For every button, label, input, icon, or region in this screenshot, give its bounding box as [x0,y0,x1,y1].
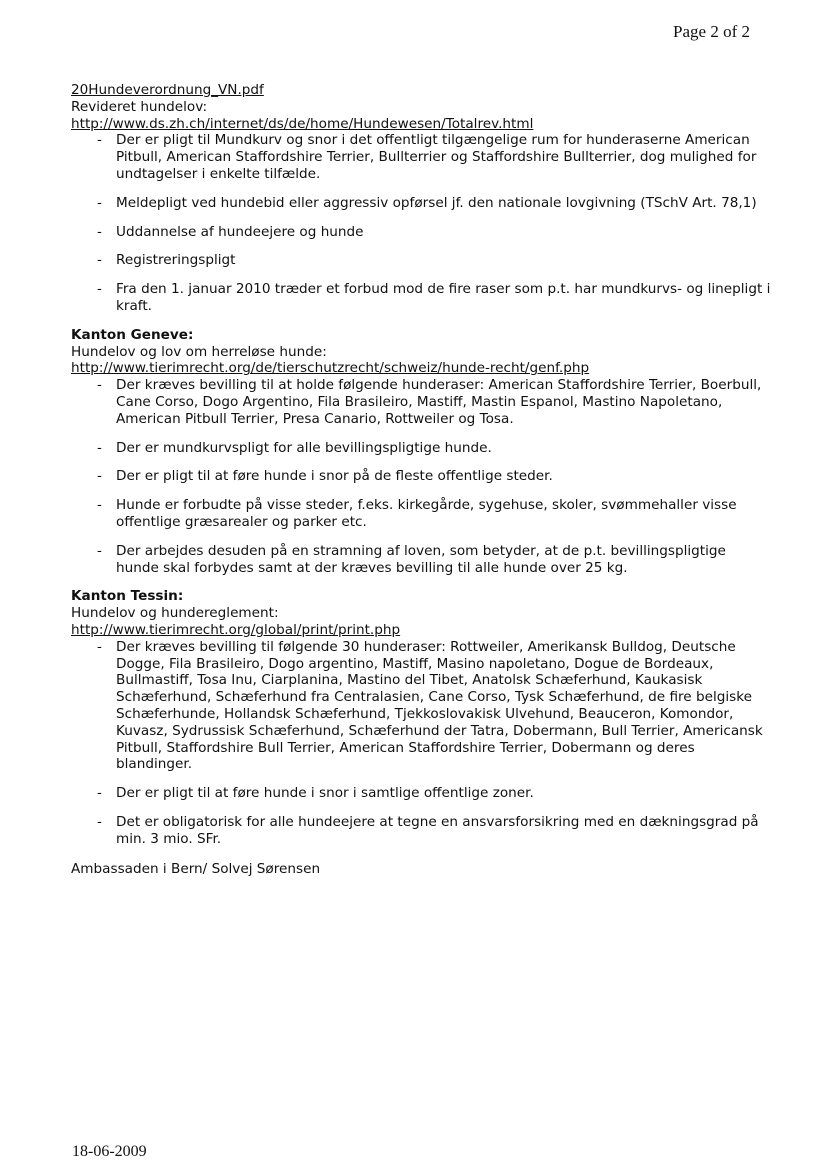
tessin-law-link[interactable]: http://www.tierimrecht.org/global/print/print.php [71,621,401,638]
tessin-rules-list [71,639,771,848]
list-item: - Der kræves bevilling til at holde følgende hunderaser: American Staffordshire Terrier, Boerbull, Cane Corso, Dogo Argentino, Fila Brasileiro, Mastiff, Mastin Espanol, Mastino Napoletano, American Pitbull Terrier, Presa Canario, Rottweiler og Tosa. [71,377,771,427]
list-item: - Fra den 1. januar 2010 træder et forbud mod de fire raser som p.t. har mundkurvs- og linepligt i kraft. [71,281,771,315]
geneve-law-link[interactable]: http://www.tierimrecht.org/de/tierschutzrecht/schweiz/hunde-recht/genf.php [71,360,590,377]
geneve-rules-list [71,377,771,576]
tessin-subtitle: Hundelov og hundereglement: [71,605,279,622]
list-item: - Registreringspligt [71,252,771,269]
signature: Ambassaden i Bern/ Solvej Sørensen [71,861,321,878]
document-date: 18-06-2009 [72,1143,147,1160]
list-item: - Der kræves bevilling til følgende 30 hunderaser: Rottweiler, Amerikansk Bulldog, Deutsche Dogge, Fila Brasileiro, Dogo argentino, Mastiff, Masino napoletano, Dogue de Bordeaux, Bullmastiff, Tosa Inu, Ciarplanina, Mastino del Tibet, Anatolsk Schæferhund, Kaukasisk Schæferhund, Schæferhund fra Centralasien, Cane Corso, Tysk Schæferhund, de fire belgiske Schæferhunde, Hollandsk Schæferhund, Tjekkoslovakisk Ulvehund, Beauceron, Komondor, Kuvasz, Sydrussisk Schæferhund, Schæferhund der Tatra, Dobermann, Bull Terrier, Americansk Pitbull, Staffordshire Bull Terrier, American Staffordshire Terrier, Dobermann og deres blandinger. [71,639,771,773]
list-item: - Der er pligt til at føre hunde i snor på de fleste offentlige steder. [71,468,771,485]
list-item: - Der er pligt til at føre hunde i snor i samtlige offentlige zoner. [71,785,771,802]
page-indicator: Page 2 of 2 [673,22,750,41]
geneve-subtitle: Hundelov og lov om herreløse hunde: [71,343,327,360]
revised-law-label: Revideret hundelov: [71,98,208,115]
list-item: - Meldepligt ved hundebid eller aggressiv opførsel jf. den nationale lovgivning (TSchV Art. 78,1) [71,195,771,212]
zurich-law-link[interactable]: http://www.ds.zh.ch/internet/ds/de/home/Hundewesen/Totalrev.html [71,115,534,132]
pdf-file-link[interactable]: 20Hundeverordnung_VN.pdf [71,82,264,98]
document-body [71,82,771,878]
list-item: - Hunde er forbudte på visse steder, f.eks. kirkegårde, sygehuse, skoler, svømmehaller visse offentlige græsarealer og parker etc. [71,497,771,531]
zurich-rules-list [71,132,771,314]
list-item: - Der er pligt til Mundkurv og snor i det offentligt tilgængelige rum for hunderaserne American Pitbull, American Staffordshire Terrier, Bullterrier og Staffordshire Bullterrier, dog mulighed for undtagelser i enkelte tilfælde. [71,132,771,182]
list-item: - Der er mundkurvspligt for alle bevillingspligtige hunde. [71,440,771,457]
geneve-heading: Kanton Geneve: [71,326,194,343]
tessin-heading: Kanton Tessin: [71,588,184,605]
list-item: - Uddannelse af hundeejere og hunde [71,224,771,241]
list-item: - Der arbejdes desuden på en stramning af loven, som betyder, at de p.t. bevillingspligtige hunde skal forbydes samt at der kræves bevilling til alle hunde over 25 kg. [71,543,771,577]
list-item: - Det er obligatorisk for alle hundeejere at tegne en ansvarsforsikring med en dækningsgrad på min. 3 mio. SFr. [71,814,771,848]
